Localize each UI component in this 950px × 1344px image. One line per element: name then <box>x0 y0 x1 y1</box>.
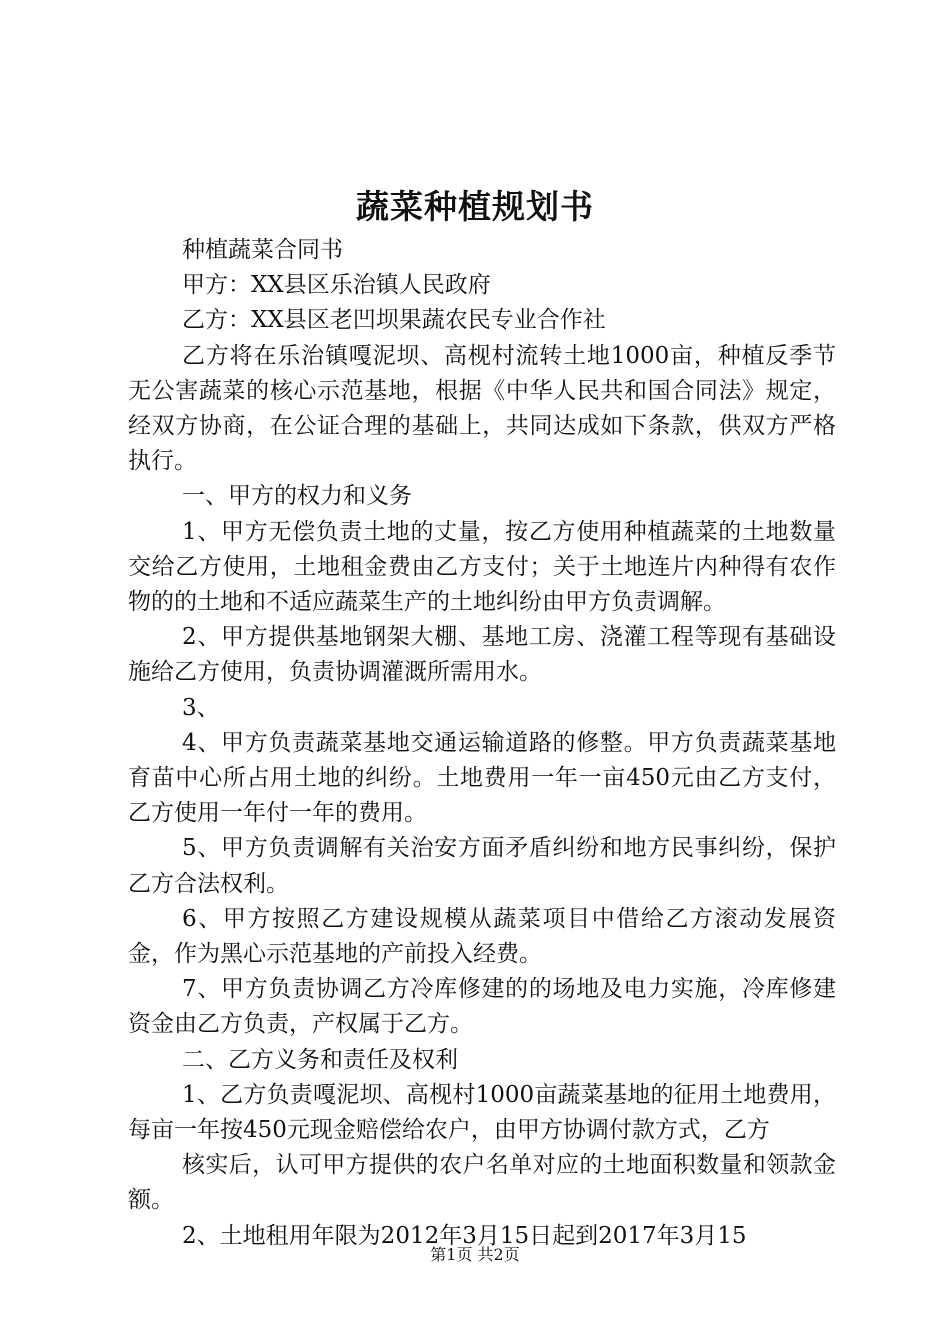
section-heading-party-a: 一、甲方的权力和义务 <box>182 483 413 510</box>
clause-b-2: 2、土地租用年限为2012年3月15日起到2017年3月15 <box>182 1222 747 1249</box>
clause-a-4: 4、甲方负责蔬菜基地交通运输道路的修整。甲方负责蔬菜基地育苗中心所占用土地的纠纷。土地费用一年一亩450元由乙方支付，乙方使用一年付一年的费用。 <box>128 729 836 827</box>
clause-a-3: 3、 <box>182 694 220 721</box>
clause-a-2: 2、甲方提供基地钢架大棚、基地工房、浇灌工程等现有基础设施给乙方使用，负责协调灌溉所需用水。 <box>128 624 836 686</box>
paragraph-preamble: 乙方将在乐治镇嘎泥坝、高枧村流转土地1000亩，种植反季节无公害蔬菜的核心示范基地，根据《中华人民共和国合同法》规定，经双方协商，在公证合理的基础上，共同达成如下条款，供双方严格执行。 <box>128 342 836 475</box>
paragraph-party-b: 乙方：XX县区老凹坝果蔬农民专业合作社 <box>182 307 606 334</box>
paragraph-party-a: 甲方：XX县区乐治镇人民政府 <box>182 272 491 299</box>
page-footer: 第1页 共2页 <box>430 1245 520 1264</box>
document-body <box>128 233 836 1254</box>
document-title: 蔬菜种植规划书 <box>356 187 594 226</box>
paragraph-contract-name: 种植蔬菜合同书 <box>182 237 344 263</box>
clause-a-5: 5、甲方负责调解有关治安方面矛盾纠纷和地方民事纠纷，保护乙方合法权利。 <box>128 835 836 897</box>
clause-b-1-continued: 核实后，认可甲方提供的农户名单对应的土地面积数量和领款金额。 <box>128 1152 836 1214</box>
clause-a-1: 1、甲方无偿负责土地的丈量，按乙方使用种植蔬菜的土地数量交给乙方使用，土地租金费由乙方支付；关于土地连片内种得有农作物的的土地和不适应蔬菜生产的土地纠纷由甲方负责调解。 <box>128 518 836 616</box>
section-heading-party-b: 二、乙方义务和责任及权利 <box>182 1046 459 1073</box>
clause-b-1: 1、乙方负责嘎泥坝、高枧村1000亩蔬菜基地的征用土地费用，每亩一年按450元现金赔偿给农户，由甲方协调付款方式，乙方 <box>128 1081 836 1144</box>
clause-a-7: 7、甲方负责协调乙方冷库修建的的场地及电力实施，冷库修建资金由乙方负责，产权属于乙方。 <box>128 976 836 1038</box>
clause-a-6: 6、甲方按照乙方建设规模从蔬菜项目中借给乙方滚动发展资金，作为黑心示范基地的产前投入经费。 <box>128 905 836 968</box>
